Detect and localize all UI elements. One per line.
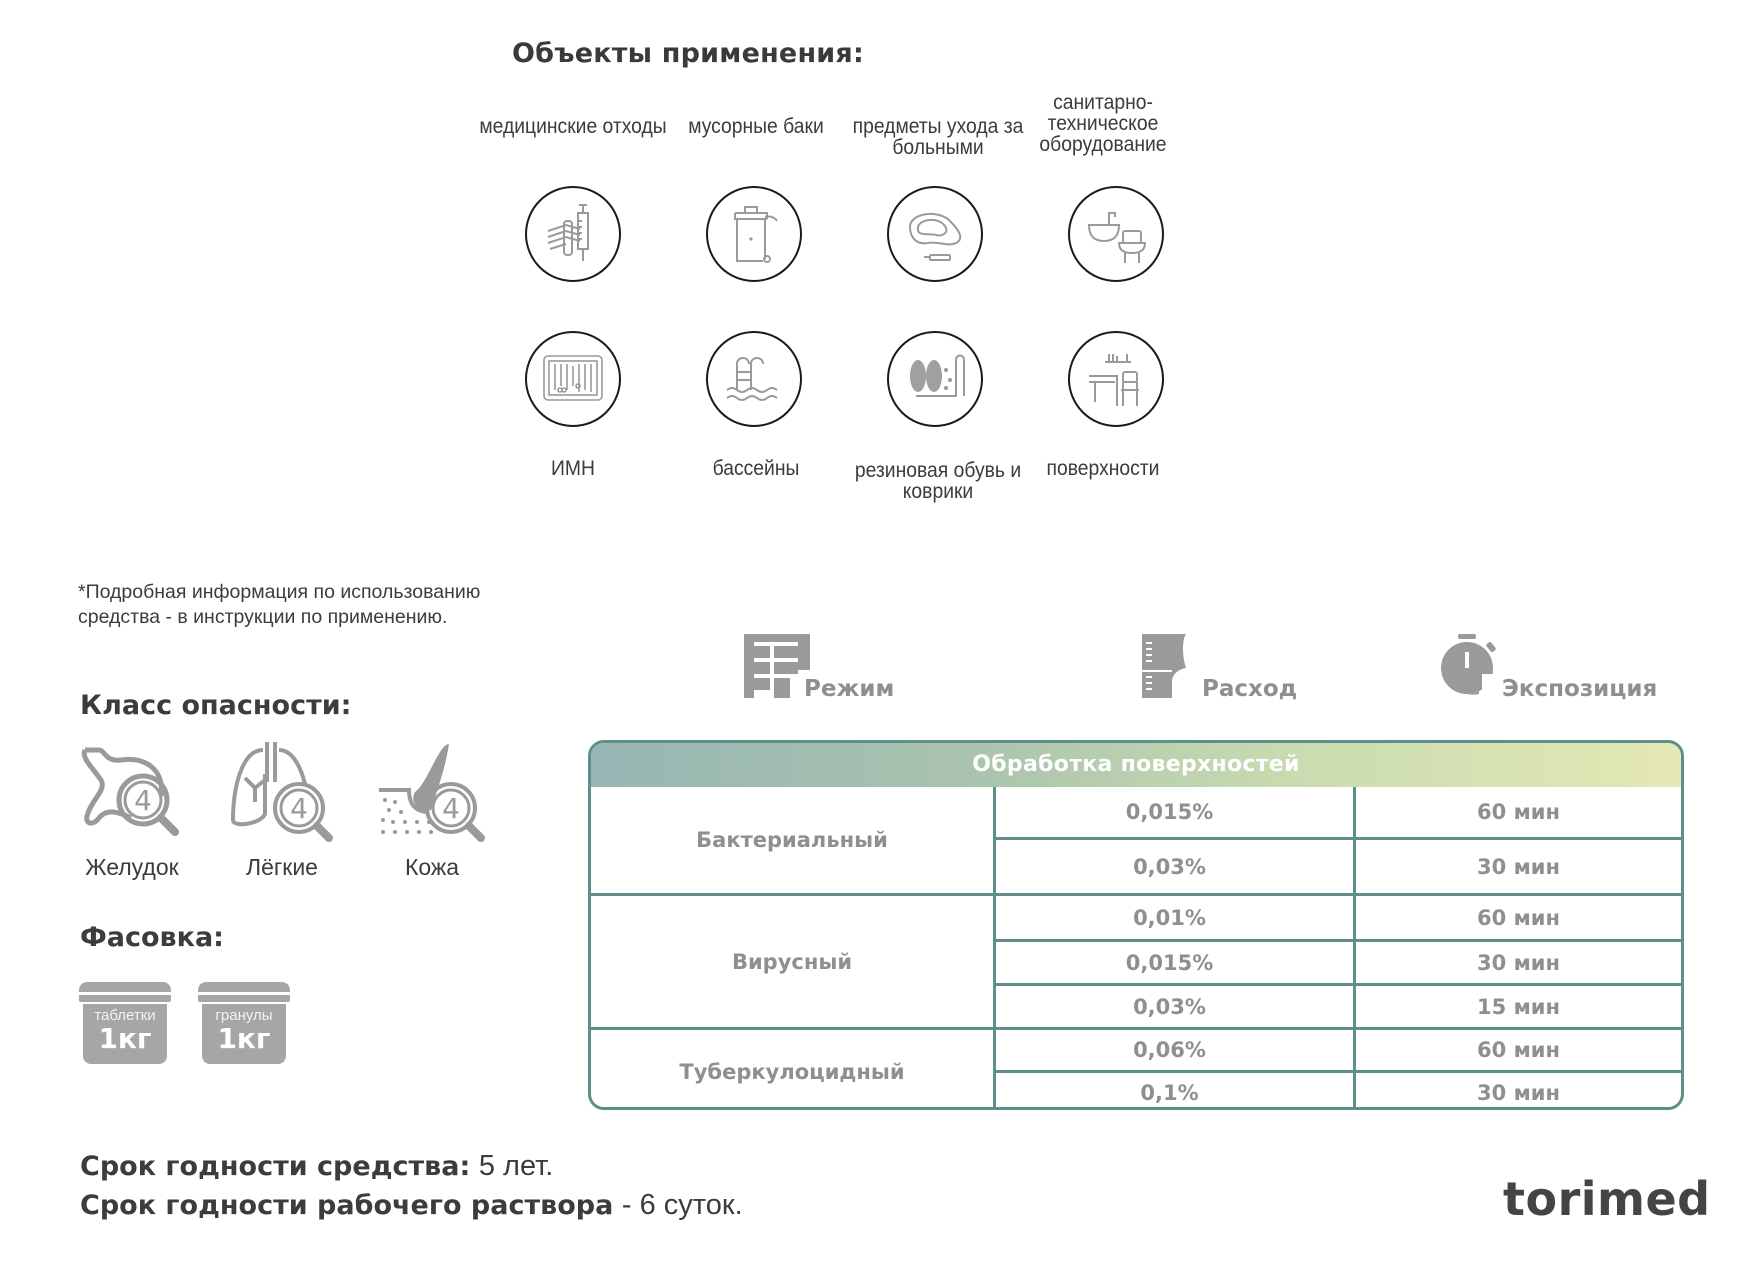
- hazard-label-stomach: Желудок: [85, 854, 179, 880]
- object-rubber-shoes: [887, 331, 983, 427]
- medical-instruments-icon: [540, 346, 606, 412]
- medical-waste-icon: [540, 201, 606, 267]
- hazard-item-stomach: [72, 738, 192, 881]
- brand-logo: torimed: [1503, 1172, 1711, 1226]
- package-kind: таблетки: [94, 1007, 156, 1024]
- sink-toilet-icon: [1083, 201, 1149, 267]
- table-row: [996, 896, 1681, 939]
- package-tablets: [79, 982, 171, 1066]
- hazard-label-skin: Кожа: [404, 854, 460, 880]
- column-header-consumption: [1140, 632, 1297, 700]
- hazard-label-lungs: Лёгкие: [246, 854, 318, 880]
- stopwatch-icon: [1440, 632, 1510, 700]
- exposure-cell: 30 мин: [1477, 1081, 1560, 1105]
- furniture-surfaces-icon: [1083, 346, 1149, 412]
- footnote: [78, 580, 480, 630]
- footnote-line-1: *Подробная информация по использованию: [78, 581, 481, 603]
- package-weight: 1кг: [98, 1022, 152, 1055]
- exposure-cell: 30 мин: [1477, 854, 1560, 879]
- object-medical-waste: [525, 186, 621, 282]
- table-row: [996, 983, 1681, 1027]
- column-label-consumption: Расход: [1202, 676, 1298, 702]
- concentration-cell: 0,03%: [996, 986, 1356, 1027]
- table-row: [996, 939, 1681, 983]
- slippers-mat-icon: [902, 346, 968, 412]
- objects-title: Объекты применения:: [512, 38, 864, 69]
- bedpan-icon: [902, 201, 968, 267]
- group-name: Туберкулоцидный: [591, 1030, 996, 1110]
- concentration-cell: 0,1%: [996, 1073, 1356, 1110]
- object-trash-bins: [706, 186, 802, 282]
- column-label-regime: Режим: [804, 676, 895, 702]
- lungs-icon: [227, 738, 337, 848]
- hazard-title: Класс опасности:: [80, 690, 352, 721]
- footnote-line-2: средства - в инструкции по применению.: [78, 606, 448, 628]
- concentration-cell: 0,01%: [996, 896, 1356, 939]
- object-label-pools: бассейны: [712, 457, 800, 480]
- object-label-trash-bins: мусорные баки: [688, 115, 824, 138]
- table-group-tuberculocidal: [591, 1027, 1681, 1110]
- hazard-class-lungs: 4: [290, 792, 308, 825]
- concentration-cell: 0,03%: [996, 840, 1356, 893]
- object-patient-care: [887, 186, 983, 282]
- packaging-title: Фасовка:: [80, 922, 224, 953]
- object-label-medical-waste: медицинские отходы: [479, 115, 667, 138]
- table-row: [996, 787, 1681, 837]
- package-kind: гранулы: [215, 1007, 273, 1024]
- concentration-cell: 0,06%: [996, 1030, 1356, 1070]
- column-label-exposure: Экспозиция: [1502, 676, 1658, 702]
- object-label-surfaces: поверхности: [1046, 457, 1160, 480]
- package-lid: [198, 982, 290, 1002]
- shelf-life-solution: [80, 1189, 743, 1222]
- table-header-surfaces: Обработка поверхностей: [591, 743, 1681, 787]
- exposure-cell: 60 мин: [1477, 800, 1560, 824]
- shelf-life-product-value: 5 лет.: [478, 1150, 554, 1182]
- shelf-life-solution-value: - 6 суток.: [621, 1189, 743, 1221]
- shelf-life-solution-label: Срок годности рабочего раствора: [80, 1190, 614, 1221]
- object-sanitary: [1068, 186, 1164, 282]
- hazard-class-skin: 4: [442, 792, 460, 825]
- package-granules: [198, 982, 290, 1066]
- object-instruments: [525, 331, 621, 427]
- shelf-life-product-label: Срок годности средства:: [80, 1151, 471, 1182]
- object-label-patient-care: предметы ухода за больными: [852, 115, 1024, 159]
- stomach-icon: [77, 738, 187, 848]
- object-label-sanitary: санитарно-техническое оборудование: [1039, 91, 1167, 156]
- object-surfaces: [1068, 331, 1164, 427]
- concentration-cell: 0,015%: [996, 787, 1356, 837]
- exposure-cell: 60 мин: [1477, 1038, 1560, 1062]
- table-row: [996, 1070, 1681, 1110]
- group-name: Бактериальный: [591, 787, 996, 893]
- shelf-life-product: [80, 1150, 553, 1183]
- table-row: [996, 1030, 1681, 1070]
- pool-icon: [721, 346, 787, 412]
- object-label-rubber-shoes: резиновая обувь и коврики: [854, 459, 1022, 503]
- column-header-regime: [742, 632, 894, 700]
- hazard-class-stomach: 4: [134, 784, 152, 817]
- object-label-instruments: ИМН: [551, 457, 595, 480]
- exposure-cell: 60 мин: [1477, 905, 1560, 930]
- object-pools: [706, 331, 802, 427]
- hazard-item-lungs: [222, 738, 342, 881]
- package-weight: 1кг: [217, 1022, 271, 1055]
- exposure-cell: 15 мин: [1477, 994, 1560, 1019]
- regime-icon: [742, 632, 812, 700]
- exposure-cell: 30 мин: [1477, 950, 1560, 975]
- table-row: [996, 837, 1681, 893]
- consumption-icon: [1140, 632, 1210, 700]
- package-lid: [79, 982, 171, 1002]
- group-name: Вирусный: [591, 896, 996, 1027]
- trash-bin-icon: [721, 201, 787, 267]
- table-group-viral: [591, 893, 1681, 1027]
- treatment-table: [588, 740, 1684, 1110]
- hazard-item-skin: [372, 738, 492, 881]
- concentration-cell: 0,015%: [996, 942, 1356, 983]
- skin-icon: [377, 738, 487, 848]
- column-header-exposure: [1440, 632, 1657, 700]
- table-group-bacterial: [591, 787, 1681, 893]
